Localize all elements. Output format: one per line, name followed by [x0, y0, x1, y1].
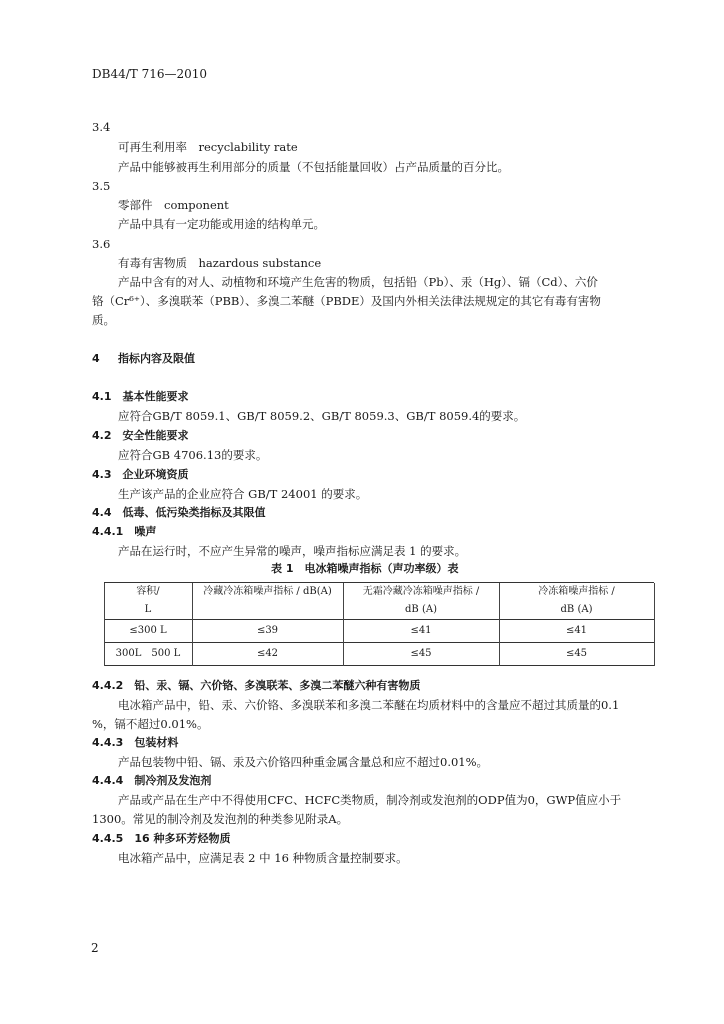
clause-3-5-term: 零部件 component: [118, 198, 229, 212]
clause-4-4-3-heading: 4.4.3 包装材料: [92, 736, 179, 749]
clause-4-1-text: 应符合GB/T 8059.1、GB/T 8059.2、GB/T 8059.3、GB/T 8059.4的要求。: [118, 409, 526, 423]
section-4-number: 4: [92, 352, 100, 365]
clause-4-4-4-heading: 4.4.4 制冷剂及发泡剂: [92, 774, 212, 787]
header-text: dB (A): [560, 604, 593, 615]
clause-4-2-heading: 4.2 安全性能要求: [92, 429, 189, 442]
header-text: dB (A): [405, 604, 437, 615]
table-cell-volume: ≤300 L: [129, 625, 167, 636]
table-bottom-rule: [104, 665, 654, 666]
clause-4-4-2-line1: 电冰箱产品中，铅、汞、六价铬、多溴联苯和多溴二苯醚在均质材料中的含量应不超过其质量的0.1: [118, 698, 620, 712]
clause-4-4-5-heading: 4.4.5 16 种多环芳烃物质: [92, 832, 231, 845]
table-cell: ≤42: [256, 648, 279, 659]
table-top-rule: [104, 582, 654, 583]
clause-3-4-definition: 产品中能够被再生利用部分的质量（不包括能量回收）占产品质量的百分比。: [118, 160, 509, 174]
header-text: 冷冻箱噪声指标 /: [538, 586, 615, 597]
table-cell: ≤45: [565, 648, 588, 659]
header-text: 无霜冷藏冷冻箱噪声指标 /: [362, 586, 480, 597]
clause-4-1-heading: 4.1 基本性能要求: [92, 390, 189, 403]
clause-4-4-1-text: 产品在运行时，不应产生异常的噪声，噪声指标应满足表 1 的要求。: [118, 544, 467, 558]
clause-3-6-definition-line3: 质。: [92, 313, 115, 327]
clause-4-4-1-heading: 4.4.1 噪声: [92, 525, 157, 538]
clause-3-5-number: 3.5: [92, 179, 111, 193]
clause-4-3-text: 生产该产品的企业应符合 GB/T 24001 的要求。: [118, 487, 368, 501]
clause-3-6-term: 有毒有害物质 hazardous substance: [118, 256, 322, 270]
table-header-fridge-freezer: 冷藏冷冻箱噪声指标 / dB(A): [203, 586, 332, 597]
clause-4-4-3-text: 产品包装物中铅、镉、汞及六价铬四种重金属含量总和应不超过0.01%。: [118, 755, 489, 769]
table-header-frostfree: [343, 585, 499, 617]
table-cell: ≤45: [410, 648, 432, 659]
page-number: 2: [91, 941, 99, 955]
table-cell: ≤41: [565, 625, 588, 636]
clause-3-4-number: 3.4: [92, 120, 111, 134]
clause-4-4-2-heading: 4.4.2 铅、汞、镉、六价铬、多溴联苯、多溴二苯醚六种有害物质: [92, 679, 421, 692]
clause-3-6-definition-line1: 产品中含有的对人、动植物和环境产生危害的物质，包括铅（Pb）、汞（Hg）、镉（Cd）、六价: [118, 275, 598, 289]
table-header-volume: [104, 585, 192, 617]
clause-3-4-term: 可再生利用率 recyclability rate: [118, 140, 298, 154]
clause-4-3-heading: 4.3 企业环境资质: [92, 468, 189, 481]
clause-4-4-2-line2: %，镉不超过0.01%。: [92, 717, 209, 731]
table-header-freezer: [499, 585, 654, 617]
table-cell-volume: 300L 500 L: [115, 648, 181, 659]
document-header: DB44/T 716—2010: [92, 67, 208, 81]
table-cell: ≤41: [410, 625, 432, 636]
header-text: L: [144, 604, 152, 615]
clause-4-4-4-line1: 产品或产品在生产中不得使用CFC、HCFC类物质，制冷剂或发泡剂的ODP值为0，GWP值应小于: [118, 793, 622, 807]
table-row-rule: [104, 642, 654, 643]
clause-4-4-4-line2: 1300。常见的制冷剂及发泡剂的种类参见附录A。: [92, 812, 349, 826]
table-header-rule: [104, 619, 654, 620]
clause-4-4-5-text: 电冰箱产品中，应满足表 2 中 16 种物质含量控制要求。: [118, 851, 408, 865]
clause-3-6-number: 3.6: [92, 237, 111, 251]
clause-4-2-text: 应符合GB 4706.13的要求。: [118, 448, 268, 462]
table-1-caption: 表 1 电冰箱噪声指标（声功率级）表: [271, 562, 459, 575]
clause-4-4-heading: 4.4 低毒、低污染类指标及其限值: [92, 506, 266, 519]
clause-3-6-definition-line2: 铬（Cr⁶⁺）、多溴联苯（PBB）、多溴二苯醚（PBDE）及国内外相关法律法规规定的其它有毒有害物: [92, 294, 601, 308]
clause-3-5-definition: 产品中具有一定功能或用途的结构单元。: [118, 217, 325, 231]
table-cell: ≤39: [256, 625, 279, 636]
header-text: 容积/: [136, 586, 160, 597]
table-right-border: [654, 583, 655, 666]
section-4-title: 指标内容及限值: [118, 352, 195, 365]
